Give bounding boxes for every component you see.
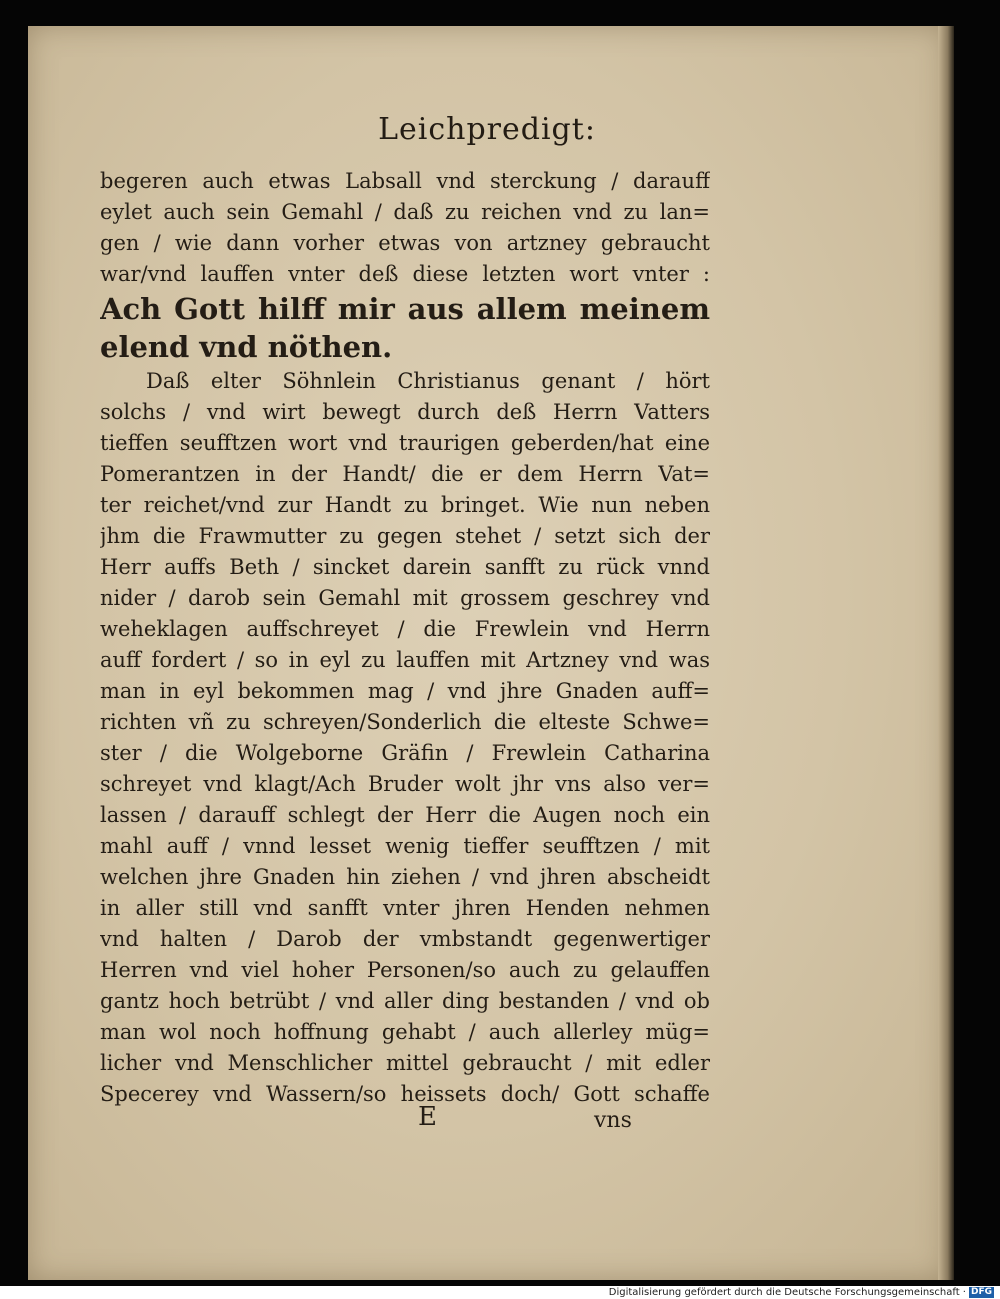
page-edge bbox=[938, 26, 954, 1280]
running-head: Leichpredigt: bbox=[378, 112, 596, 147]
text-line: mahl auff / vnnd lesset wenig tieffer seufftzen / mit bbox=[100, 834, 710, 858]
text-line: eylet auch sein Gemahl / daß zu reichen vnd zu lan= bbox=[100, 200, 710, 224]
text-line: vnd halten / Darob der vmbstandt gegenwertiger bbox=[100, 927, 710, 951]
text-line: tieffen seufftzen wort vnd traurigen geberden/hat eine bbox=[100, 431, 710, 455]
text-line: man in eyl bekommen mag / vnd jhre Gnaden auff= bbox=[100, 679, 710, 703]
text-line: man wol noch hoffnung gehabt / auch allerley müg= bbox=[100, 1020, 710, 1044]
text-line: Ach Gott hilff mir aus allem meinem bbox=[100, 292, 710, 326]
text-line: Herr auffs Beth / sincket darein sanfft zu rück vnnd bbox=[100, 555, 710, 579]
text-line: solchs / vnd wirt bewegt durch deß Herrn Vatters bbox=[100, 400, 710, 424]
text-line: gantz hoch betrübt / vnd aller ding bestanden / vnd ob bbox=[100, 989, 710, 1013]
text-line: Herren vnd viel hoher Personen/so auch zu gelauffen bbox=[100, 958, 710, 982]
text-line: ter reichet/vnd zur Handt zu bringet. Wie nun neben bbox=[100, 493, 710, 517]
book-page bbox=[28, 26, 946, 1280]
text-line: welchen jhre Gnaden hin ziehen / vnd jhren abscheidt bbox=[100, 865, 710, 889]
text-line: war/vnd lauffen vnter deß diese letzten wort vnter : bbox=[100, 262, 710, 286]
text-line: licher vnd Menschlicher mittel gebraucht / mit edler bbox=[100, 1051, 710, 1075]
text-line: Specerey vnd Wassern/so heissets doch/ Gott schaffe bbox=[100, 1082, 710, 1106]
funding-footer bbox=[609, 1286, 994, 1299]
catchword: vns bbox=[594, 1108, 632, 1133]
text-line: richten vñ zu schreyen/Sonderlich die elteste Schwe= bbox=[100, 710, 710, 734]
signature-mark: E bbox=[418, 1102, 437, 1132]
text-line: in aller still vnd sanfft vnter jhren Henden nehmen bbox=[100, 896, 710, 920]
text-line: gen / wie dann vorher etwas von artzney gebraucht bbox=[100, 231, 710, 255]
text-line: jhm die Frawmutter zu gegen stehet / setzt sich der bbox=[100, 524, 710, 548]
text-line: schreyet vnd klagt/Ach Bruder wolt jhr vns also ver= bbox=[100, 772, 710, 796]
dfg-logo: DFG bbox=[970, 1286, 992, 1297]
text-line: Daß elter Söhnlein Christianus genant / hört bbox=[146, 369, 710, 393]
text-line: auff fordert / so in eyl zu lauffen mit Artzney vnd was bbox=[100, 648, 710, 672]
text-line: Pomerantzen in der Handt/ die er dem Herrn Vat= bbox=[100, 462, 710, 486]
text-line: nider / darob sein Gemahl mit grossem geschrey vnd bbox=[100, 586, 710, 610]
text-line: begeren auch etwas Labsall vnd sterckung / darauff bbox=[100, 169, 710, 193]
text-line: elend vnd nöthen. bbox=[100, 330, 393, 364]
text-line: weheklagen auffschreyet / die Frewlein vnd Herrn bbox=[100, 617, 710, 641]
text-line: ster / die Wolgeborne Gräfin / Frewlein Catharina bbox=[100, 741, 710, 765]
text-line: lassen / darauff schlegt der Herr die Augen noch ein bbox=[100, 803, 710, 827]
text-block bbox=[100, 166, 710, 1110]
funding-text: Digitalisierung gefördert durch die Deutsche Forschungsgemeinschaft · bbox=[608, 1287, 966, 1298]
